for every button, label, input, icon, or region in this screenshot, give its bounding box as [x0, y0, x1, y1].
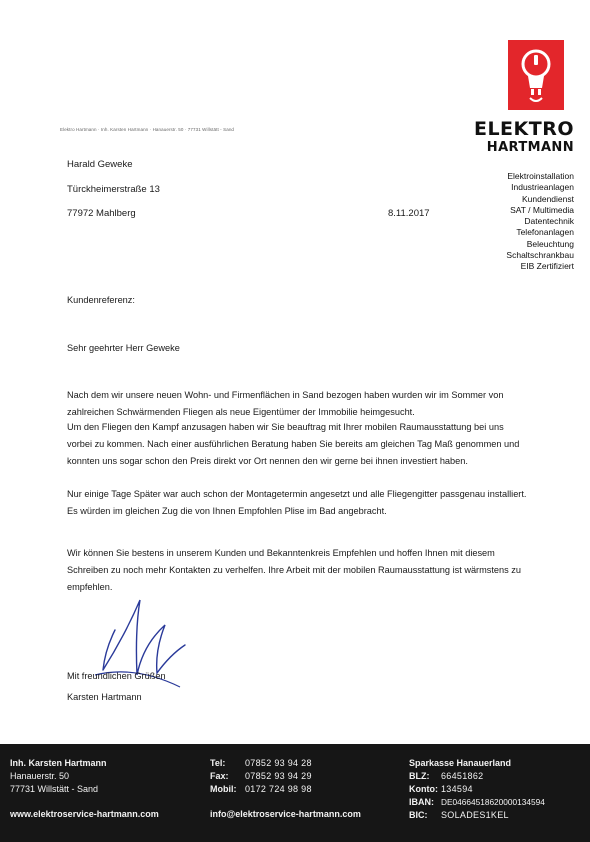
body-paragraph: Nach dem wir unsere neuen Wohn- und Firmenflächen in Sand bezogen haben wurden wir im Sommer von zahlreichen Schwärmenden Fliegen als neue Eigentümer der Immobilie heimgesucht.: [67, 390, 504, 417]
signer-name: Karsten Hartmann: [67, 692, 142, 702]
tel-label: Tel:: [210, 758, 226, 768]
body-paragraph: Wir können Sie bestens in unserem Kunden und Bekanntenkreis Empfehlen und hoffen Ihnen mit diesem Schreiben zu noch mehr Kontakten zu verhelfen. Ihre Arbeit mit der mobilen Raumausstattung ist wärmstens zu empfehlen.: [67, 548, 521, 592]
sender-address-line: Elektro Hartmann · Inh. Karsten Hartmann · Hanauerstr. 50 · 77731 Willstätt - Sand: [60, 127, 235, 132]
brand-name-hartmann: HARTMANN: [486, 140, 574, 155]
fax-label: Fax:: [210, 771, 229, 781]
iban-label: IBAN:: [409, 797, 434, 807]
recipient-street: Türckheimerstraße 13: [67, 184, 160, 195]
bic-value: SOLADES1KEL: [441, 810, 509, 820]
services-list: [506, 171, 574, 273]
bic-label: BIC:: [409, 810, 428, 820]
customer-reference: Kundenreferenz:: [67, 295, 135, 305]
service-item: SAT / Multimedia: [510, 204, 574, 215]
footer-website: www.elektroservice-hartmann.com: [10, 809, 159, 819]
blz-label: BLZ:: [409, 771, 430, 781]
salutation: Sehr geehrter Herr Geweke: [67, 343, 180, 353]
service-item: Beleuchtung: [526, 238, 574, 249]
bank-name: Sparkasse Hanauerland: [409, 758, 512, 768]
lightbulb-plug-icon: [508, 40, 564, 110]
blz-value: 66451862: [441, 771, 484, 781]
service-item: Datentechnik: [524, 216, 574, 227]
letter-date: 8.11.2017: [388, 208, 430, 219]
service-item: Kundendienst: [522, 193, 574, 204]
iban-value: DE04664518620000134594: [441, 797, 545, 807]
tel-number: 07852 93 94 28: [245, 758, 312, 768]
service-item: Elektroinstallation: [507, 171, 574, 181]
body-paragraph: Nur einige Tage Später war auch schon der Montagetermin angesetzt und alle Fliegengitter passgenau installiert. Es würden im gleichen Zug die von Ihnen Empfohlen Plise im Bad angebracht.: [67, 489, 527, 516]
service-item: Schaltschrankbau: [506, 250, 574, 261]
footer-email: info@elektroservice-hartmann.com: [210, 809, 361, 819]
fax-number: 07852 93 94 29: [245, 771, 312, 781]
recipient-name: Harald Geweke: [67, 159, 133, 170]
footer-owner: Inh. Karsten Hartmann: [10, 758, 107, 768]
service-item: EIB Zertifiziert: [520, 261, 574, 272]
mobil-number: 0172 724 98 98: [245, 784, 312, 794]
footer-city: 77731 Willstätt - Sand: [10, 784, 99, 794]
brand-name-elektro: ELEKTRO: [473, 118, 574, 140]
closing-phrase: Mit freundlichen Grüßen: [67, 671, 166, 681]
company-logo: [508, 40, 564, 110]
mobil-label: Mobil:: [210, 784, 237, 794]
service-item: Industrieanlagen: [511, 182, 574, 193]
service-item: Telefonanlagen: [516, 227, 574, 238]
konto-label: Konto:: [409, 784, 438, 794]
recipient-city: 77972 Mahlberg: [67, 208, 136, 219]
footer-street: Hanauerstr. 50: [10, 771, 70, 781]
konto-value: 134594: [441, 784, 473, 794]
body-paragraph: Um den Fliegen den Kampf anzusagen haben wir Sie beauftrag mit Ihrer mobilen Raumausstattung bei uns vorbei zu kommen. Nach einer ausführlichen Beratung haben Sie bereits am gleichen Tag Maß genommen und konnten uns sogar schon den Preis direkt vor Ort nennen den wir gerne bei ihnen investiert haben.: [67, 422, 520, 466]
letterhead-footer: [0, 744, 590, 842]
